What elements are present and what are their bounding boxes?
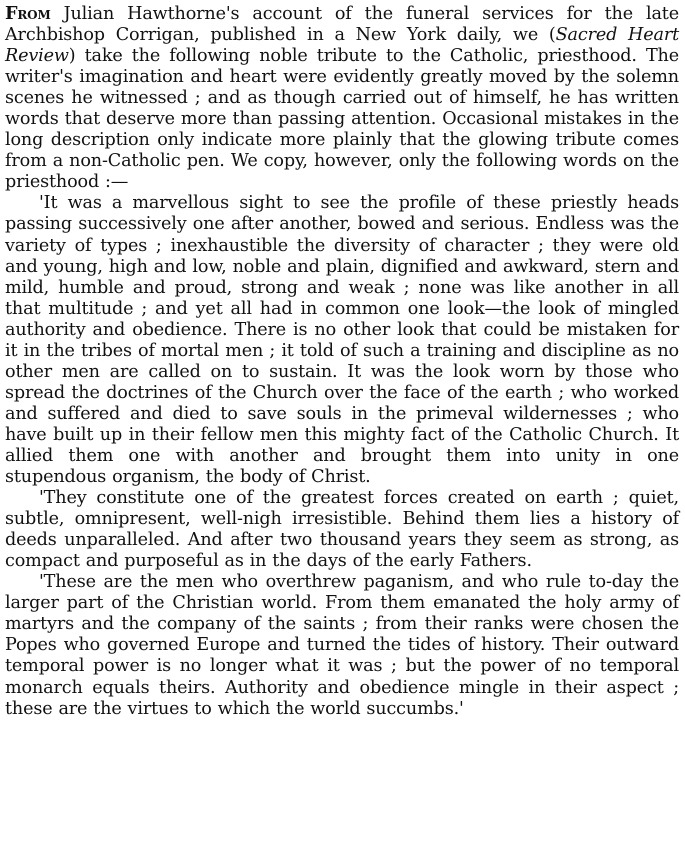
intro-paragraph (5, 3, 679, 193)
intro-text-part-2: ) take the following noble tribute to the Catholic, priesthood. The writer's imagination and heart were evidently greatly moved by the solemn scenes he witnessed ; and as though carried out of himself, he has written words that deserve more than passing attention. Occasional mistakes in the long description only indicate more plainly that the glowing tribute comes from a non-Catholic pen. We copy, however, only the following words on the priesthood :— (5, 46, 679, 193)
intro-text-part-1: Julian Hawthorne's account of the funeral services for the late Archbishop Corrigan, published in a New York daily, we ( (5, 4, 679, 46)
quote-paragraph-2: 'They constitute one of the greatest forces created on earth ; quiet, subtle, omnipresent, well-nigh irresistible. Behind them lies a history of deeds unparalleled. And after two thousand years they seem as strong, as compact and purposeful as in the days of the early Fathers. (5, 488, 679, 572)
quote-paragraph-1: 'It was a marvellous sight to see the profile of these priestly heads passing successively one after another, bowed and serious. Endless was the variety of types ; inexhaustible the diversity of character ; they were old and young, high and low, noble and plain, dignified and awkward, stern and mild, humble and proud, strong and weak ; none was like another in all that multitude ; and yet all had in common one look—the look of mingled authority and obedience. There is no other look that could be mistaken for it in the tribes of mortal men ; it told of such a training and discipline as no other men are called on to sustain. It was the look worn by those who spread the doctrines of the Church over the face of the earth ; who worked and suffered and died to save souls in the primeval wildernesses ; who have built up in their fellow men this mighty fact of the Catholic Church. It allied them one with another and brought them into unity in one stupendous organism, the body of Christ. (5, 193, 679, 488)
quote-paragraph-3: 'These are the men who overthrew paganism, and who rule to-day the larger part of the Christian world. From them emanated the holy army of martyrs and the company of the saints ; from their ranks were chosen the Popes who governed Europe and turned the tides of history. Their outward temporal power is no longer what it was ; but the power of no temporal monarch equals theirs. Authority and obedience mingle in their aspect ; these are the virtues to which the world succumbs.' (5, 572, 679, 719)
lead-word: From (5, 3, 51, 24)
publication-name: Sacred Heart Review (5, 25, 679, 67)
